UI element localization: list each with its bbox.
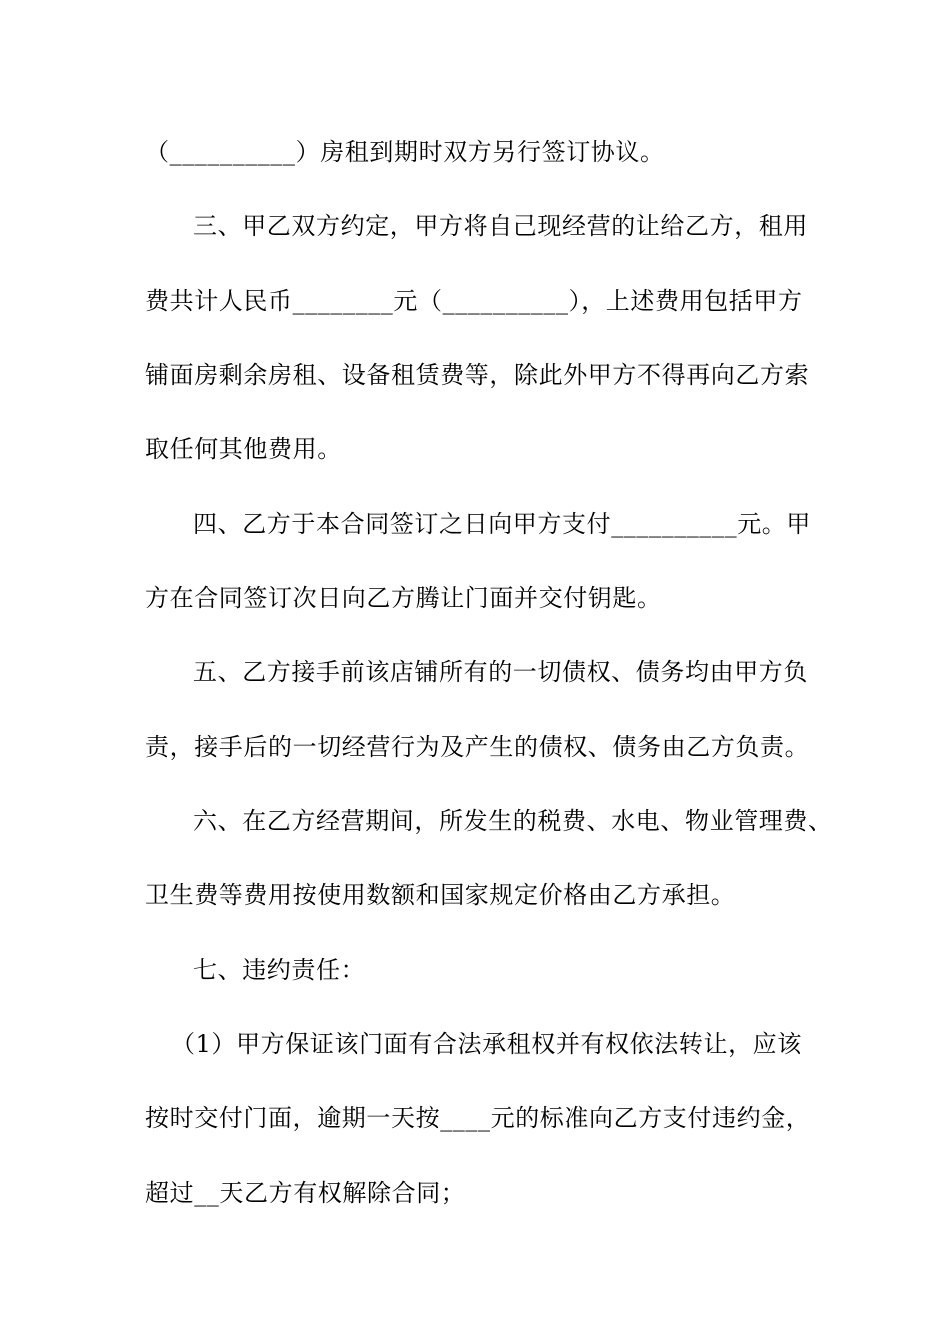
text-line: 按时交付门面，逾期一天按____元的标准向乙方支付违约金， bbox=[145, 1104, 811, 1132]
clause-3-heading-line: 三、甲乙双方约定，甲方将自己现经营的让给乙方，租用 bbox=[193, 212, 808, 240]
text-line: 责，接手后的一切经营行为及产生的债权、债务由乙方负责。 bbox=[145, 733, 810, 761]
clause-4-heading-line: 四、乙方于本合同签订之日向甲方支付__________元。甲 bbox=[193, 510, 811, 538]
sub-clause-1-line: （1）甲方保证该门面有合法承租权并有权依法转让，应该 bbox=[171, 1030, 802, 1058]
text-line: 超过__天乙方有权解除合同； bbox=[145, 1179, 466, 1207]
text-line: 费共计人民币________元（__________），上述费用包括甲方 bbox=[145, 287, 803, 315]
text-line: 卫生费等费用按使用数额和国家规定价格由乙方承担。 bbox=[145, 881, 736, 909]
text-line: 取任何其他费用。 bbox=[145, 435, 342, 463]
clause-5-heading-line: 五、乙方接手前该店铺所有的一切债权、债务均由甲方负 bbox=[193, 658, 808, 686]
clause-7-heading-line: 七、违约责任： bbox=[193, 956, 366, 984]
text-line: 铺面房剩余房租、设备租赁费等，除此外甲方不得再向乙方索 bbox=[145, 361, 810, 389]
text-line: （__________）房租到期时双方另行签订协议。 bbox=[145, 138, 665, 166]
clause-6-heading-line: 六、在乙方经营期间，所发生的税费、水电、物业管理费、 bbox=[193, 807, 833, 835]
text-line: 方在合同签订次日向乙方腾让门面并交付钥匙。 bbox=[145, 584, 662, 612]
